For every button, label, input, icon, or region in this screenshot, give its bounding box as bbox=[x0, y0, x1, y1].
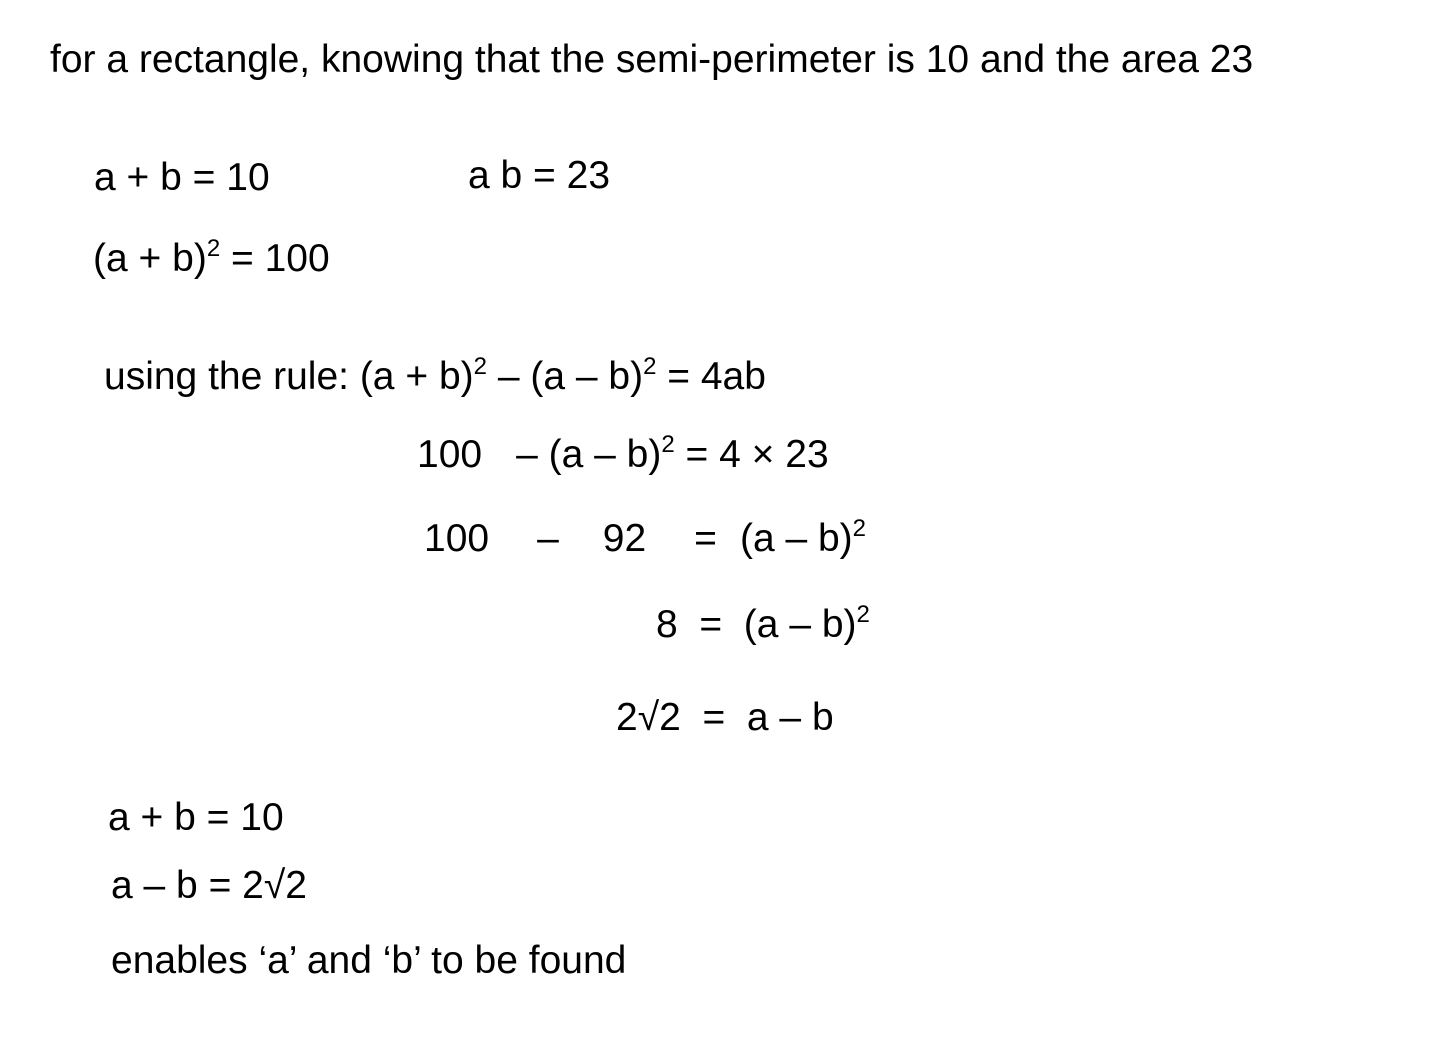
rule-mid: – (a – b) bbox=[486, 355, 644, 398]
intro-text: for a rectangle, knowing that the semi-perimeter is 10 and the area 23 bbox=[50, 38, 1254, 81]
exponent: 2 bbox=[206, 235, 221, 262]
system-equation-1: a + b = 10 bbox=[108, 796, 284, 839]
step2-a: 100 bbox=[424, 517, 490, 560]
rule-statement bbox=[104, 353, 766, 398]
product-equation: a b = 23 bbox=[468, 154, 611, 197]
rule-prefix: using the rule: (a + b) bbox=[104, 355, 474, 398]
system-equation-2: a – b = 2√2 bbox=[111, 864, 307, 907]
step1-b: – (a – b) bbox=[516, 433, 662, 476]
step3-a: 8 = (a – b) bbox=[656, 603, 857, 646]
step1-equation bbox=[417, 431, 829, 476]
rule-suffix: = 4ab bbox=[656, 355, 766, 398]
step2-minus: – bbox=[537, 517, 559, 560]
step2-eq: = bbox=[694, 517, 717, 560]
squared-sum-equation bbox=[93, 235, 330, 280]
step1-c: = 4 × 23 bbox=[674, 433, 829, 476]
exponent: 2 bbox=[473, 353, 487, 380]
step3-equation bbox=[656, 601, 870, 646]
sum-equation: a + b = 10 bbox=[94, 156, 270, 199]
step1-a: 100 bbox=[417, 433, 483, 476]
exponent: 2 bbox=[643, 353, 657, 380]
squared-rhs: = 100 bbox=[220, 237, 330, 280]
step2-equation bbox=[424, 515, 867, 560]
squared-lhs: (a + b) bbox=[93, 237, 207, 280]
conclusion-text: enables ‘a’ and ‘b’ to be found bbox=[111, 939, 627, 982]
step2-c: (a – b) bbox=[739, 517, 853, 560]
exponent: 2 bbox=[661, 431, 675, 458]
exponent: 2 bbox=[856, 601, 870, 628]
exponent: 2 bbox=[852, 515, 867, 542]
step2-b: 92 bbox=[602, 517, 647, 560]
step4-equation: 2√2 = a – b bbox=[616, 696, 834, 739]
